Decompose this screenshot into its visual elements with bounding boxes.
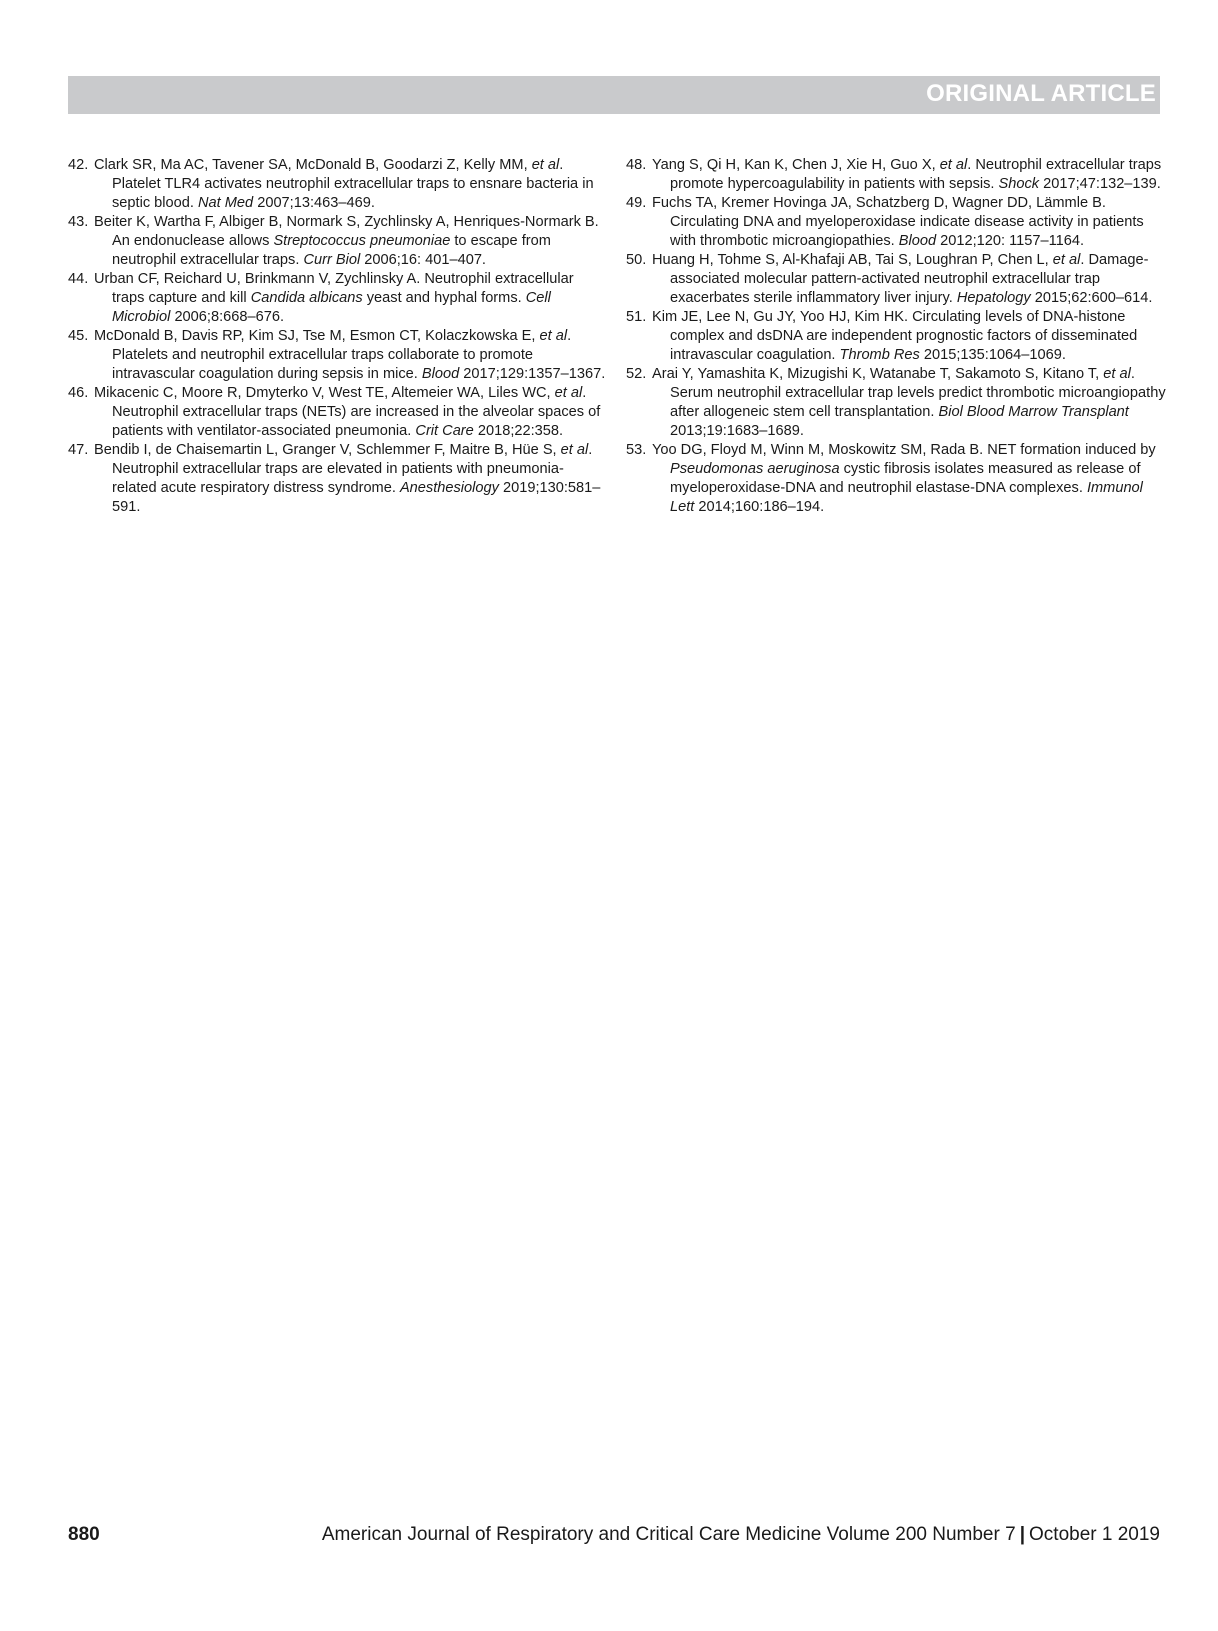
reference-item (626, 156, 1166, 194)
reference-text: 2019;130:581–591. (112, 480, 601, 515)
reference-text: 2006;8:668–676. (170, 309, 285, 325)
reference-italic-text: et al (1103, 366, 1131, 382)
reference-text: yeast and hyphal forms. (362, 290, 526, 306)
reference-number: 46. (68, 385, 89, 401)
reference-text: Kim JE, Lee N, Gu JY, Yoo HJ, Kim HK. Circulating levels of DNA-histone complex and dsDNA are independent prognostic factors of disseminated intravascular coagulation. (652, 309, 1138, 363)
reference-text: Bendib I, de Chaisemartin L, Granger V, Schlemmer F, Maitre B, Hüe S, (94, 442, 561, 458)
reference-text: . Neutrophil extracellular traps (NETs) are increased in the alveolar spaces of patients with ventilator-associated pneumonia. (112, 385, 601, 439)
reference-italic-text: et al (531, 157, 560, 173)
reference-text: . Neutrophil extracellular traps are elevated in patients with pneumonia-related acute respiratory distress syndrome. (112, 442, 593, 496)
reference-italic-text: Thromb Res (839, 347, 920, 363)
reference-item (626, 365, 1166, 441)
reference-text: 2018;22:358. (473, 423, 564, 439)
reference-number: 42. (68, 157, 89, 173)
reference-text: 2012;120: 1157–1164. (936, 233, 1085, 249)
reference-italic-text: Blood (898, 233, 937, 249)
reference-italic-text: Anesthesiology (399, 480, 499, 496)
reference-italic-text: et al (554, 385, 583, 401)
section-label: ORIGINAL ARTICLE (926, 80, 1156, 107)
reference-number: 52. (626, 366, 647, 382)
reference-text: 2006;16: 401–407. (360, 252, 486, 268)
reference-italic-text: Nat Med (198, 195, 254, 211)
reference-text: . Platelet TLR4 activates neutrophil extracellular traps to ensnare bacteria in septic blood. (112, 157, 594, 211)
reference-italic-text: Crit Care (415, 423, 474, 439)
page-number: 880 (68, 1524, 100, 1545)
reference-item (68, 213, 608, 270)
reference-text: McDonald B, Davis RP, Kim SJ, Tse M, Esmon CT, Kolaczkowska E, (94, 328, 540, 344)
reference-text: Arai Y, Yamashita K, Mizugishi K, Watanabe T, Sakamoto S, Kitano T, (652, 366, 1104, 382)
reference-text: cystic fibrosis isolates measured as release of myeloperoxidase-DNA and neutrophil elastase-DNA complexes. (670, 461, 1141, 496)
reference-number: 48. (626, 157, 647, 173)
reference-italic-text: Streptococcus pneumoniae (273, 233, 451, 249)
reference-item (68, 441, 608, 517)
journal-name: American Journal of Respiratory and Critical Care Medicine Volume 200 Number 7 (321, 1524, 1016, 1545)
reference-text: Clark SR, Ma AC, Tavener SA, McDonald B, Goodarzi Z, Kelly MM, (94, 157, 532, 173)
reference-text: Urban CF, Reichard U, Brinkmann V, Zychlinsky A. Neutrophil extracellular traps capture and kill (94, 271, 574, 306)
references-column-right (626, 156, 1166, 517)
reference-item (626, 308, 1166, 365)
reference-text: 2014;160:186–194. (694, 499, 825, 515)
reference-italic-text: Cell Microbiol (112, 290, 551, 325)
reference-text: Yang S, Qi H, Kan K, Chen J, Xie H, Guo X, (652, 157, 940, 173)
reference-number: 44. (68, 271, 89, 287)
reference-italic-text: Curr Biol (303, 252, 361, 268)
reference-number: 45. (68, 328, 89, 344)
reference-number: 51. (626, 309, 647, 325)
reference-text: Yoo DG, Floyd M, Winn M, Moskowitz SM, Rada B. NET formation induced by (652, 442, 1156, 458)
reference-italic-text: Pseudomonas aeruginosa (670, 461, 840, 477)
section-banner (68, 76, 1160, 114)
journal-citation (322, 1524, 1160, 1546)
reference-number: 47. (68, 442, 89, 458)
reference-italic-text: Biol Blood Marrow Transplant (938, 404, 1129, 420)
reference-text: Huang H, Tohme S, Al-Khafaji AB, Tai S, Loughran P, Chen L, (652, 252, 1053, 268)
reference-number: 53. (626, 442, 647, 458)
reference-item (626, 251, 1166, 308)
reference-italic-text: et al (939, 157, 968, 173)
reference-italic-text: Candida albicans (250, 290, 363, 306)
reference-number: 49. (626, 195, 647, 211)
reference-text: 2015;62:600–614. (1030, 290, 1153, 306)
reference-text: . Damage-associated molecular pattern-activated neutrophil extracellular trap exacerbates sterile inflammatory liver injury. (670, 252, 1149, 306)
reference-italic-text: Shock (998, 176, 1040, 192)
reference-text: . Platelets and neutrophil extracellular traps collaborate to promote intravascular coagulation during sepsis in mice. (112, 328, 572, 382)
reference-italic-text: et al (539, 328, 568, 344)
reference-italic-text: et al (1052, 252, 1081, 268)
reference-item (626, 194, 1166, 251)
reference-text: 2017;47:132–139. (1039, 176, 1161, 192)
reference-item (68, 384, 608, 441)
reference-text: Fuchs TA, Kremer Hovinga JA, Schatzberg D, Wagner DD, Lämmle B. Circulating DNA and myeloperoxidase indicate disease activity in patients with thrombotic microangiopathies. (652, 195, 1144, 249)
reference-text: 2015;135:1064–1069. (919, 347, 1066, 363)
reference-italic-text: Immunol Lett (670, 480, 1143, 515)
reference-item (68, 327, 608, 384)
reference-number: 50. (626, 252, 647, 268)
reference-text: to escape from neutrophil extracellular traps. (112, 233, 551, 268)
reference-text: . Serum neutrophil extracellular trap levels predict thrombotic microangiopathy after allogeneic stem cell transplantation. (670, 366, 1166, 420)
issue-date: October 1 2019 (1029, 1524, 1160, 1545)
reference-text: 2007;13:463–469. (253, 195, 375, 211)
reference-italic-text: et al (560, 442, 589, 458)
reference-number: 43. (68, 214, 89, 230)
reference-text: Mikacenic C, Moore R, Dmyterko V, West TE, Altemeier WA, Liles WC, (94, 385, 555, 401)
references-column-left (68, 156, 608, 517)
reference-italic-text: Blood (421, 366, 460, 382)
reference-text: . Neutrophil extracellular traps promote hypercoagulability in patients with sepsis. (670, 157, 1162, 192)
reference-item (626, 441, 1166, 517)
reference-italic-text: Hepatology (956, 290, 1031, 306)
reference-item (68, 156, 608, 213)
reference-item (68, 270, 608, 327)
reference-text: 2013;19:1683–1689. (670, 423, 804, 439)
footer-separator: | (1019, 1524, 1026, 1545)
reference-text: Beiter K, Wartha F, Albiger B, Normark S, Zychlinsky A, Henriques-Normark B. An endonuclease allows (94, 214, 599, 249)
reference-text: 2017;129:1357–1367. (459, 366, 606, 382)
